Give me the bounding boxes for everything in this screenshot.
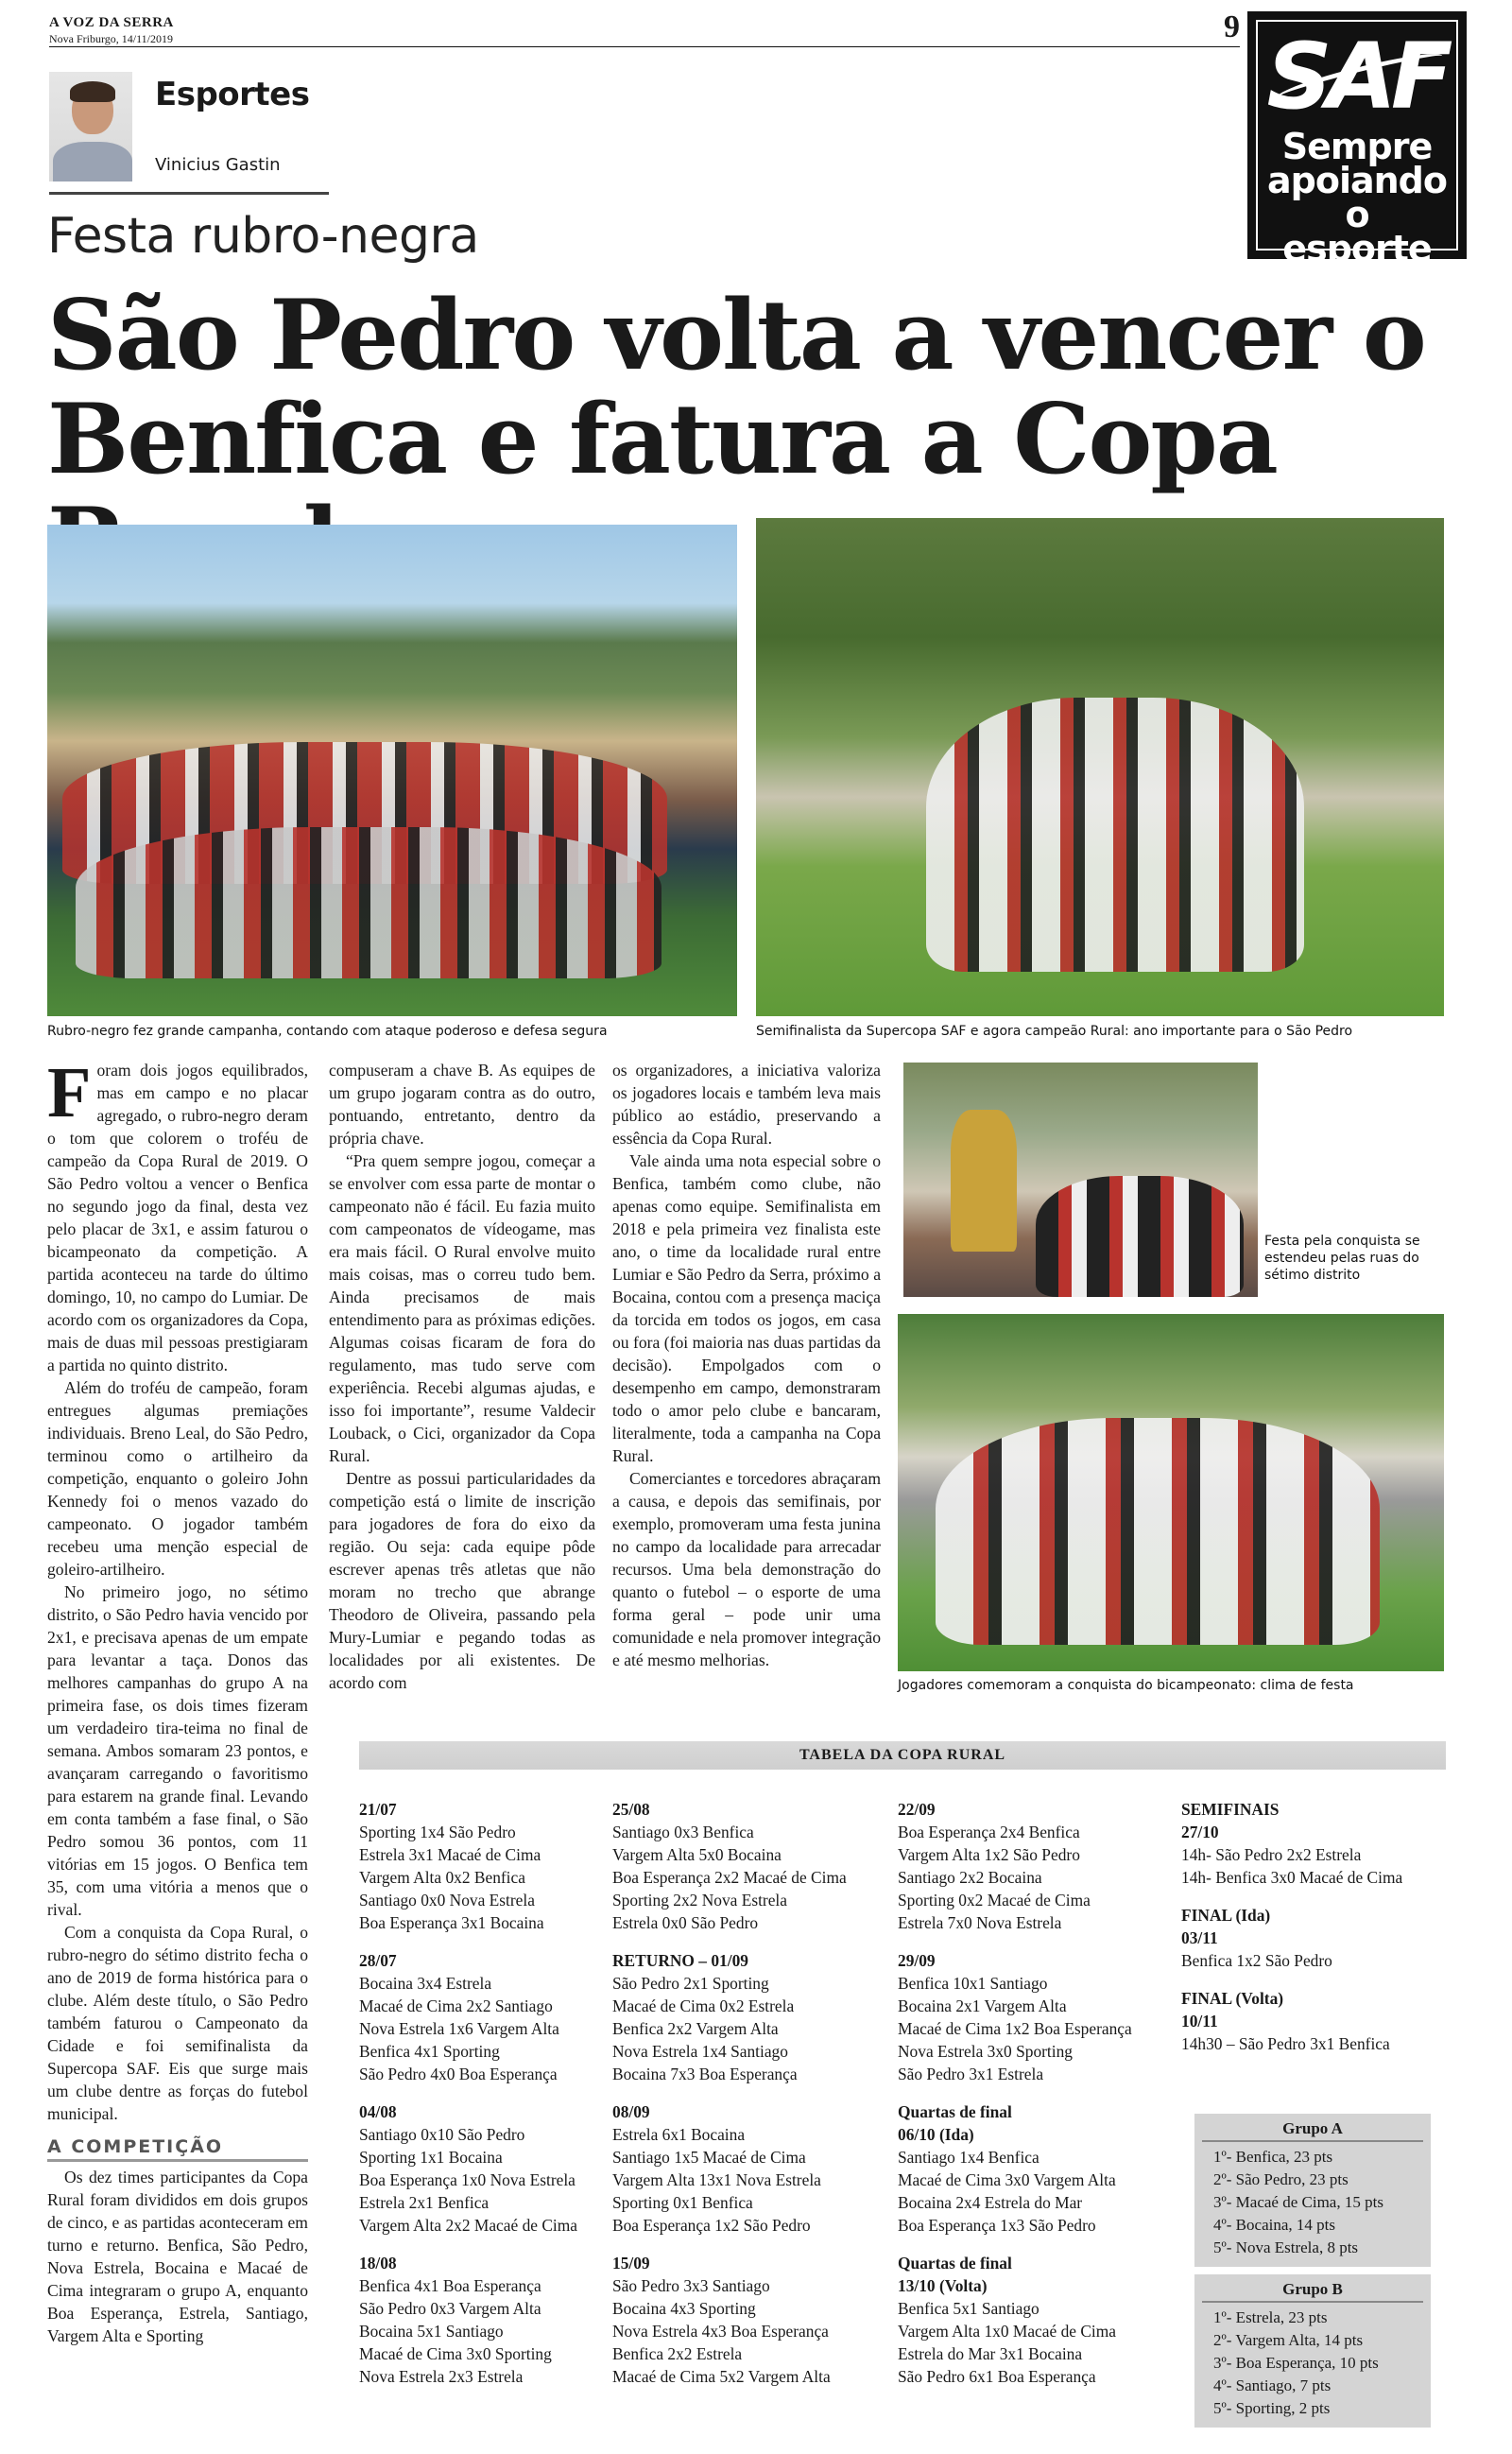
match-result: Boa Esperança 1x2 São Pedro	[612, 2216, 811, 2235]
article-paragraph: os organizadores, a iniciativa valoriza os jogadores locais e também leva mais público ao estádio, preservando a essência da Copa Rural.	[612, 1061, 881, 1148]
matchday-block	[898, 2100, 1132, 2237]
article-paragraph: Foram dois jogos equilibrados, mas em campo e no placar agregado, o rubro-negro deram o tom que colorem o troféu de campeão da Copa Rural de 2019. O São Pedro voltou a vencer o Benfica no segundo jogo da final, desta vez pelo placar de 3x1, e assim faturou o bicampeonato da competição. A partida aconteceu na tarde do último domingo, 10, no campo do Lumiar. De acordo com os organizadores da Copa, mais de duas mil pessoas prestigiaram a partida no quinto distrito.	[47, 1053, 308, 1374]
photo-caption-1: Rubro-negro fez grande campanha, contando com ataque poderoso e defesa segura	[47, 1024, 608, 1039]
team-huddle-photo	[756, 518, 1444, 1016]
match-result: Vargem Alta 0x2 Benfica	[359, 1868, 525, 1887]
match-result: Bocaina 7x3 Boa Esperança	[612, 2065, 798, 2083]
match-result: Estrela do Mar 3x1 Bocaina	[898, 2344, 1083, 2363]
matchday-block	[612, 2100, 847, 2237]
photo-caption-3: Festa pela conquista se estendeu pelas ruas do sétimo distrito	[1264, 1234, 1420, 1283]
match-result: Estrela 2x1 Benfica	[359, 2193, 490, 2212]
table-column	[898, 1798, 1132, 2403]
headline-line-1: São Pedro volta a vencer o	[47, 279, 1425, 392]
match-result: São Pedro 6x1 Boa Esperança	[898, 2367, 1096, 2386]
article-paragraph: Os dez times participantes da Copa Rural foram divididos em dois grupos de cinco, e as partidas aconteceram em turno e returno. Benfica, São Pedro, Nova Estrela, Bocaina e Macaé de Cima integraram o grupo A, enquanto Boa Esperança, Estrela, Santiago, Vargem Alta e Sporting	[47, 2168, 308, 2345]
match-result: São Pedro 3x1 Estrela	[898, 2065, 1044, 2083]
matchday-block	[1181, 1798, 1402, 1889]
saf-slogan-line-2: apoiando o	[1267, 160, 1447, 235]
match-result: 14h30 – São Pedro 3x1 Benfica	[1181, 2034, 1390, 2053]
match-result: Benfica 4x1 Sporting	[359, 2042, 500, 2061]
match-result: Vargem Alta 13x1 Nova Estrela	[612, 2170, 821, 2189]
match-result: Bocaina 3x4 Estrela	[359, 1974, 492, 1993]
matchday-block	[1181, 1904, 1402, 1972]
match-result: São Pedro 2x1 Sporting	[612, 1974, 769, 1993]
article-subhead: A COMPETIÇÃO	[47, 2136, 308, 2162]
match-result: Vargem Alta 1x2 São Pedro	[898, 1845, 1080, 1864]
matchday-date: 04/08	[359, 2102, 397, 2121]
standing-item: 5º- Nova Estrela, 8 pts	[1213, 2238, 1359, 2256]
saf-logo: SAF	[1266, 24, 1448, 130]
author-photo	[49, 72, 132, 181]
match-result: Sporting 1x4 São Pedro	[359, 1823, 516, 1841]
matchday-date: 03/11	[1181, 1928, 1218, 1947]
match-result: Santiago 0x0 Nova Estrela	[359, 1891, 535, 1910]
matchday-block	[359, 2252, 577, 2388]
match-result: Benfica 2x2 Estrela	[612, 2344, 743, 2363]
team-photo	[47, 525, 737, 1016]
match-result: Boa Esperança 3x1 Bocaina	[359, 1913, 544, 1932]
match-result: Benfica 4x1 Boa Esperança	[359, 2276, 541, 2295]
match-result: Vargem Alta 5x0 Bocaina	[612, 1845, 782, 1864]
matchday-date: 29/09	[898, 1951, 936, 1970]
standing-item: 1º- Estrela, 23 pts	[1213, 2308, 1328, 2326]
match-result: 14h- São Pedro 2x2 Estrela	[1181, 1845, 1362, 1864]
match-result: Sporting 0x2 Macaé de Cima	[898, 1891, 1091, 1910]
matchday-date: 21/07	[359, 1800, 397, 1819]
group-a-standings	[1194, 2114, 1431, 2267]
match-result: 14h- Benfica 3x0 Macaé de Cima	[1181, 1868, 1403, 1887]
saf-slogan-line-3: esporte	[1282, 228, 1432, 269]
matchday-date: 22/09	[898, 1800, 936, 1819]
standing-item: 4º- Santiago, 7 pts	[1213, 2376, 1332, 2394]
results-table	[340, 1730, 1446, 2448]
match-result: Nova Estrela 3x0 Sporting	[898, 2042, 1073, 2061]
match-result: São Pedro 0x3 Vargem Alta	[359, 2299, 541, 2318]
matchday-date: 10/11	[1181, 2012, 1218, 2031]
match-result: Bocaina 5x1 Santiago	[359, 2322, 504, 2341]
standing-item: 4º- Bocaina, 14 pts	[1213, 2216, 1335, 2234]
match-result: Nova Estrela 2x3 Estrela	[359, 2367, 524, 2386]
matchday-date: RETURNO – 01/09	[612, 1951, 748, 1970]
match-result: Bocaina 2x4 Estrela do Mar	[898, 2193, 1083, 2212]
matchday-block	[898, 1798, 1132, 1934]
match-result: Santiago 0x10 São Pedro	[359, 2125, 525, 2144]
matchday-block	[612, 1798, 847, 1934]
match-result: Nova Estrela 1x6 Vargem Alta	[359, 2019, 559, 2038]
table-column	[1181, 1798, 1402, 2070]
match-result: Sporting 0x1 Benfica	[612, 2193, 753, 2212]
match-result: Boa Esperança 1x0 Nova Estrela	[359, 2170, 576, 2189]
match-result: Benfica 10x1 Santiago	[898, 1974, 1048, 1993]
matchday-date: 06/10 (Ida)	[898, 2125, 974, 2144]
kicker: Festa rubro-negra	[47, 208, 479, 265]
match-result: Boa Esperança 2x2 Macaé de Cima	[612, 1868, 847, 1887]
match-result: Boa Esperança 1x3 São Pedro	[898, 2216, 1096, 2235]
match-result: Estrela 0x0 São Pedro	[612, 1913, 759, 1932]
matchday-date: Quartas de final	[898, 2254, 1012, 2273]
matchday-date: SEMIFINAIS	[1181, 1800, 1280, 1819]
article-column-3	[612, 1059, 881, 1671]
standing-item: 5º- Sporting, 2 pts	[1213, 2399, 1331, 2417]
matchday-date: 28/07	[359, 1951, 397, 1970]
matchday-date: 27/10	[1181, 1823, 1219, 1841]
newspaper-name: A VOZ DA SERRA	[49, 15, 174, 30]
article-paragraph: Vale ainda uma nota especial sobre o Benfica, também como clube, não apenas como equipe. Semifinalista em 2018 e pela primeira vez finalista este ano, o time da localidade rural entre Lumiar e São Pedro da Serra, próximo a Bocaina, contou com a presença maciça da torcida em todos os jogos, em casa ou fora (foi maioria nas duas partidas da decisão). Empolgados com o desempenho em campo, demonstraram todo o amor pelo clube e bancaram, literalmente, toda a campanha na Copa Rural.	[612, 1151, 881, 1465]
standing-item: 1º- Benfica, 23 pts	[1213, 2148, 1333, 2166]
match-result: Sporting 1x1 Bocaina	[359, 2148, 503, 2167]
matchday-date: 25/08	[612, 1800, 650, 1819]
players-celebration-photo	[898, 1314, 1444, 1671]
group-b-title: Grupo B	[1202, 2278, 1423, 2303]
match-result: Vargem Alta 2x2 Macaé de Cima	[359, 2216, 578, 2235]
masthead	[49, 9, 1240, 47]
page-number: 9	[1224, 9, 1240, 44]
matchday-block	[612, 1949, 847, 2085]
standing-item: 2º- Vargem Alta, 14 pts	[1213, 2331, 1364, 2349]
match-result: Macaé de Cima 3x0 Vargem Alta	[898, 2170, 1116, 2189]
group-a-title: Grupo A	[1202, 2117, 1423, 2142]
article-paragraph: “Pra quem sempre jogou, começar a se envolver com essa parte de montar o campeonato não é fácil. Eu fazia muito com campeonatos de vídeogame, mas era mais fácil. O Rural envolve muito mais coisas, mas o correu tudo bem. Ainda precisamos de mais entendimento para as próximas edições. Algumas coisas ficaram de fora do regulamento, mas tudo serve com experiência. Recebi algumas ajudas, e isso foi importante”, resume Valdecir Louback, o Cici, organizador da Copa Rural.	[329, 1151, 595, 1465]
matchday-date: FINAL (Ida)	[1181, 1906, 1271, 1925]
author-name: Vinicius Gastin	[155, 155, 281, 175]
article-paragraph: Com a conquista da Copa Rural, o rubro-negro do sétimo distrito fecha o ano de 2019 de forma histórica para o clube. Além deste título, o São Pedro também faturou o Campeonato da Cidade e foi semifinalista da Supercopa SAF. Eis que surge mais um clube dentre as forças do futebol municipal.	[47, 1923, 308, 2123]
match-result: Vargem Alta 1x0 Macaé de Cima	[898, 2322, 1117, 2341]
matchday-block	[359, 1949, 577, 2085]
match-result: Macaé de Cima 0x2 Estrela	[612, 1996, 795, 2015]
match-result: Benfica 1x2 São Pedro	[1181, 1951, 1332, 1970]
match-result: Boa Esperança 2x4 Benfica	[898, 1823, 1080, 1841]
group-b-standings	[1194, 2274, 1431, 2428]
match-result: Macaé de Cima 5x2 Vargem Alta	[612, 2367, 831, 2386]
match-result: Santiago 1x4 Benfica	[898, 2148, 1040, 2167]
standing-item: 2º- São Pedro, 23 pts	[1213, 2170, 1349, 2188]
standing-item: 3º- Macaé de Cima, 15 pts	[1213, 2193, 1383, 2211]
match-result: Estrela 3x1 Macaé de Cima	[359, 1845, 541, 1864]
matchday-block	[898, 2252, 1132, 2388]
matchday-date: 18/08	[359, 2254, 397, 2273]
match-result: Bocaina 2x1 Vargem Alta	[898, 1996, 1067, 2015]
matchday-block	[359, 1798, 577, 1934]
matchday-date: Quartas de final	[898, 2102, 1012, 2121]
match-result: Santiago 2x2 Bocaina	[898, 1868, 1042, 1887]
table-column	[612, 1798, 847, 2403]
match-result: Santiago 1x5 Macaé de Cima	[612, 2148, 806, 2167]
match-result: Macaé de Cima 1x2 Boa Esperança	[898, 2019, 1132, 2038]
article-column-1	[47, 1053, 308, 2347]
standing-item: 3º- Boa Esperança, 10 pts	[1213, 2354, 1379, 2372]
match-result: Bocaina 4x3 Sporting	[612, 2299, 756, 2318]
matchday-date: 15/09	[612, 2254, 650, 2273]
match-result: Nova Estrela 1x4 Santiago	[612, 2042, 788, 2061]
matchday-block	[1181, 1987, 1402, 2055]
matchday-block	[898, 1949, 1132, 2085]
photo-caption-4: Jogadores comemoram a conquista do bicampeonato: clima de festa	[898, 1678, 1354, 1693]
match-result: Macaé de Cima 3x0 Sporting	[359, 2344, 552, 2363]
matchday-date: 08/09	[612, 2102, 650, 2121]
matchday-date: 13/10 (Volta)	[898, 2276, 988, 2295]
saf-advertisement[interactable]	[1247, 11, 1467, 269]
matchday-block	[612, 2252, 847, 2388]
matchday-block	[359, 2100, 577, 2237]
match-result: Santiago 0x3 Benfica	[612, 1823, 754, 1841]
match-result: São Pedro 4x0 Boa Esperança	[359, 2065, 558, 2083]
article-paragraph: compuseram a chave B. As equipes de um grupo jogaram contra as do outro, pontuando, entretanto, dentro da própria chave.	[329, 1061, 595, 1148]
issue-date: Nova Friburgo, 14/11/2019	[49, 32, 173, 45]
match-result: Benfica 5x1 Santiago	[898, 2299, 1040, 2318]
column-header	[49, 66, 329, 195]
match-result: Macaé de Cima 2x2 Santiago	[359, 1996, 553, 2015]
match-result: São Pedro 3x3 Santiago	[612, 2276, 770, 2295]
article-column-2	[329, 1059, 595, 1694]
match-result: Benfica 2x2 Vargem Alta	[612, 2019, 779, 2038]
drop-cap: F	[47, 1053, 92, 1132]
table-column	[359, 1798, 577, 2403]
match-result: Sporting 2x2 Nova Estrela	[612, 1891, 787, 1910]
match-result: Estrela 7x0 Nova Estrela	[898, 1913, 1062, 1932]
match-result: Estrela 6x1 Bocaina	[612, 2125, 746, 2144]
saf-slogan-line-1: Sempre	[1281, 126, 1433, 167]
article-paragraph: Além do troféu de campeão, foram entregues algumas premiações individuais. Breno Leal, do São Pedro, terminou como o artilheiro da competição, enquanto o goleiro John Kennedy foi o menos vazado do campeonato. O jogador também recebeu uma menção especial de goleiro-artilheiro.	[47, 1378, 308, 1579]
trophy-celebration-photo	[903, 1063, 1258, 1297]
matchday-date: FINAL (Volta)	[1181, 1989, 1284, 2008]
table-title: TABELA DA COPA RURAL	[359, 1741, 1446, 1770]
headline-line-2: Benfica e fatura a Copa	[47, 383, 1277, 496]
article-paragraph: No primeiro jogo, no sétimo distrito, o São Pedro havia vencido por 2x1, e precisava apenas de um empate para levantar a taça. Donos das melhores campanhas do grupo A na primeira fase, os dois times fizeram um verdadeiro tira-teima no final de semana. Ambos somaram 23 pontos, e avançaram carregando o favoritismo para estarem na grande final. Levando em conta também a fase final, o São Pedro somou 36 pontos, com 11 vitórias em 15 jogos. O Benfica tem 35, com uma vitória a menos que o rival.	[47, 1582, 308, 1919]
match-result: Nova Estrela 4x3 Boa Esperança	[612, 2322, 829, 2341]
article-paragraph: Dentre as possui particularidades da competição está o limite de inscrição para jogadores de fora do eixo da região. Ou seja: cada equipe pôde escrever apenas três atletas que não moram no trecho que abrange Theodoro de Oliveira, passando pela Mury-Lumiar e pegando todas as localidades por ali existentes. De acordo com	[329, 1469, 595, 1692]
section-title: Esportes	[155, 76, 310, 113]
photo-caption-2: Semifinalista da Supercopa SAF e agora campeão Rural: ano importante para o São Pedro	[756, 1024, 1353, 1039]
article-paragraph: Comerciantes e torcedores abraçaram a causa, e depois das semifinais, por exemplo, promoveram uma festa junina no campo da localidade para arrecadar recursos. Uma bela demonstração do quanto o futebol – o esporte de uma forma geral – pode unir uma comunidade e nela promover integração e até mesmo melhorias.	[612, 1469, 881, 1669]
